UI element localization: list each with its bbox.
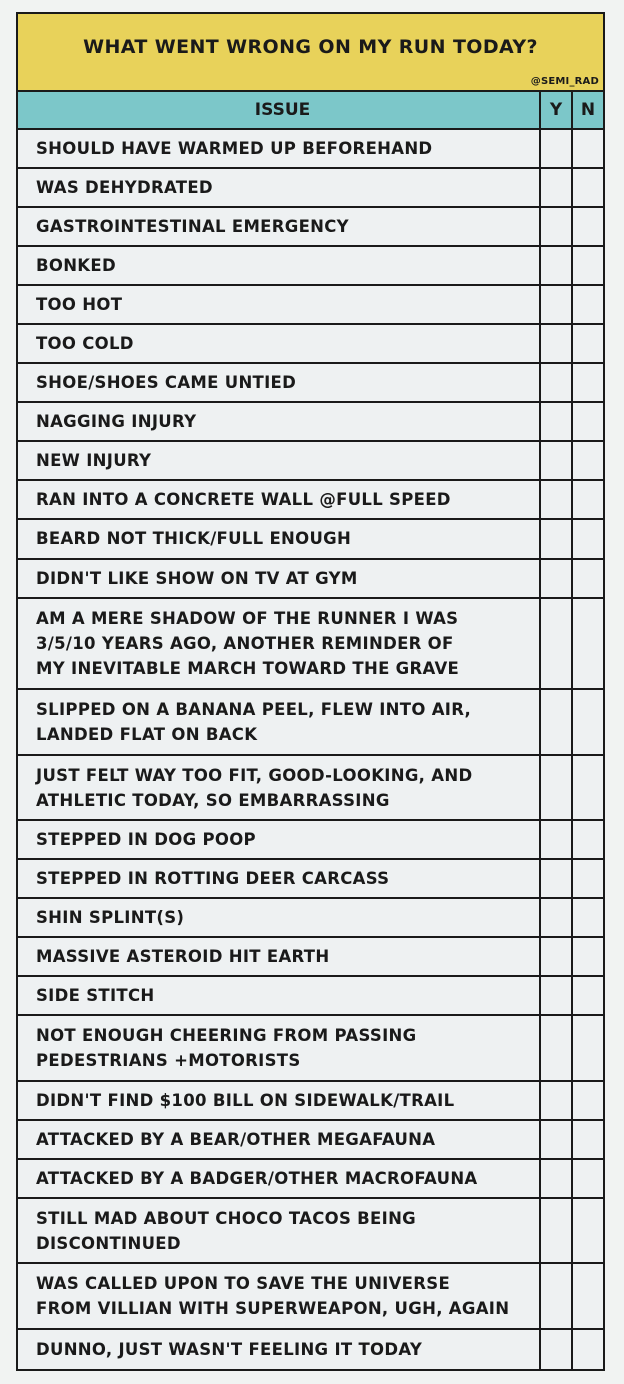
issue-text-line: STEPPED IN DOG POOP <box>36 830 256 850</box>
yes-checkbox[interactable] <box>539 520 571 557</box>
table-row <box>18 821 603 860</box>
issue-cell <box>18 938 539 975</box>
issue-cell <box>18 286 539 323</box>
yes-checkbox[interactable] <box>539 481 571 518</box>
table-row <box>18 364 603 403</box>
table-row <box>18 899 603 938</box>
table-row <box>18 1082 603 1121</box>
issue-text-line: NAGGING INJURY <box>36 412 197 432</box>
issue-cell <box>18 442 539 479</box>
issue-text-line: STILL MAD ABOUT CHOCO TACOS BEING <box>36 1208 417 1228</box>
issue-list <box>18 130 603 1369</box>
issue-column-header <box>18 92 539 128</box>
table-header <box>18 92 603 130</box>
no-checkbox[interactable] <box>571 756 603 819</box>
yes-checkbox[interactable] <box>539 1199 571 1262</box>
no-checkbox[interactable] <box>571 690 603 753</box>
issue-cell <box>18 481 539 518</box>
table-row <box>18 977 603 1016</box>
no-checkbox[interactable] <box>571 860 603 897</box>
issue-text-line: WAS DEHYDRATED <box>36 178 213 198</box>
table-row <box>18 325 603 364</box>
issue-text-line: DISCONTINUED <box>36 1233 181 1253</box>
yes-checkbox[interactable] <box>539 169 571 206</box>
table-row <box>18 247 603 286</box>
table-row <box>18 560 603 599</box>
table-row <box>18 1160 603 1199</box>
issue-cell <box>18 860 539 897</box>
yes-checkbox[interactable] <box>539 1121 571 1158</box>
no-checkbox[interactable] <box>571 1330 603 1369</box>
yes-checkbox[interactable] <box>539 690 571 753</box>
issue-header-label: ISSUE <box>254 100 311 120</box>
yes-checkbox[interactable] <box>539 821 571 858</box>
no-checkbox[interactable] <box>571 560 603 597</box>
no-column-header: N <box>571 92 603 128</box>
no-checkbox[interactable] <box>571 286 603 323</box>
yes-checkbox[interactable] <box>539 325 571 362</box>
no-checkbox[interactable] <box>571 130 603 167</box>
issue-text-line: PEDESTRIANS +MOTORISTS <box>36 1051 301 1071</box>
issue-text-line: BONKED <box>36 256 116 276</box>
table-row <box>18 1016 603 1081</box>
author-credit: @SEMI_RAD <box>530 76 599 87</box>
issue-text-line: DIDN'T LIKE SHOW ON TV AT GYM <box>36 568 358 588</box>
yes-checkbox[interactable] <box>539 208 571 245</box>
no-checkbox[interactable] <box>571 1199 603 1262</box>
table-row <box>18 860 603 899</box>
no-checkbox[interactable] <box>571 520 603 557</box>
issue-text-line: NOT ENOUGH CHEERING FROM PASSING <box>36 1026 417 1046</box>
issue-cell <box>18 1264 539 1327</box>
issue-cell <box>18 1016 539 1079</box>
table-row <box>18 1121 603 1160</box>
issue-text-line: MY INEVITABLE MARCH TOWARD THE GRAVE <box>36 658 460 678</box>
table-row <box>18 169 603 208</box>
yes-checkbox[interactable] <box>539 560 571 597</box>
table-row <box>18 756 603 821</box>
table-row <box>18 1330 603 1369</box>
issue-text-line: BEARD NOT THICK/FULL ENOUGH <box>36 529 352 549</box>
no-checkbox[interactable] <box>571 1121 603 1158</box>
yes-checkbox[interactable] <box>539 599 571 689</box>
issue-text-line: JUST FELT WAY TOO FIT, GOOD-LOOKING, AND <box>36 765 473 785</box>
issue-text-line: SIDE STITCH <box>36 986 155 1006</box>
issue-cell <box>18 364 539 401</box>
table-row <box>18 599 603 691</box>
no-checkbox[interactable] <box>571 247 603 284</box>
no-checkbox[interactable] <box>571 364 603 401</box>
issue-cell <box>18 169 539 206</box>
no-checkbox[interactable] <box>571 442 603 479</box>
issue-cell <box>18 1082 539 1119</box>
table-row <box>18 130 603 169</box>
issue-cell <box>18 756 539 819</box>
issue-cell <box>18 208 539 245</box>
issue-text-line: ATHLETIC TODAY, SO EMBARRASSING <box>36 790 390 810</box>
issue-text-line: TOO COLD <box>36 334 134 354</box>
no-checkbox[interactable] <box>571 325 603 362</box>
yes-checkbox[interactable] <box>539 860 571 897</box>
issue-cell <box>18 1160 539 1197</box>
title-band <box>18 14 603 92</box>
issue-cell <box>18 247 539 284</box>
table-row <box>18 403 603 442</box>
issue-text-line: DUNNO, JUST WASN'T FEELING IT TODAY <box>36 1339 423 1359</box>
issue-cell <box>18 130 539 167</box>
issue-cell <box>18 899 539 936</box>
no-checkbox[interactable] <box>571 1082 603 1119</box>
table-row <box>18 208 603 247</box>
yes-checkbox[interactable] <box>539 442 571 479</box>
issue-text-line: GASTROINTESTINAL EMERGENCY <box>36 217 349 237</box>
issue-cell <box>18 325 539 362</box>
issue-text-line: ATTACKED BY A BADGER/OTHER MACROFAUNA <box>36 1168 478 1188</box>
issue-cell <box>18 403 539 440</box>
no-checkbox[interactable] <box>571 899 603 936</box>
issue-cell <box>18 1330 539 1369</box>
yes-column-header: Y <box>539 92 571 128</box>
issue-text-line: NEW INJURY <box>36 451 152 471</box>
issue-text-line: AM A MERE SHADOW OF THE RUNNER I WAS <box>36 608 459 628</box>
issue-cell <box>18 1199 539 1262</box>
yes-checkbox[interactable] <box>539 977 571 1014</box>
issue-text-line: SHOULD HAVE WARMED UP BEFOREHAND <box>36 139 433 159</box>
yes-checkbox[interactable] <box>539 756 571 819</box>
issue-cell <box>18 560 539 597</box>
yes-checkbox[interactable] <box>539 247 571 284</box>
no-checkbox[interactable] <box>571 821 603 858</box>
issue-text-line: FROM VILLIAN WITH SUPERWEAPON, UGH, AGAIN <box>36 1299 510 1319</box>
no-checkbox[interactable] <box>571 1264 603 1327</box>
no-checkbox[interactable] <box>571 169 603 206</box>
no-checkbox[interactable] <box>571 208 603 245</box>
table-row <box>18 520 603 559</box>
no-checkbox[interactable] <box>571 1016 603 1079</box>
page-title: WHAT WENT WRONG ON MY RUN TODAY? <box>83 36 538 58</box>
issue-cell <box>18 1121 539 1158</box>
issue-cell <box>18 977 539 1014</box>
yes-checkbox[interactable] <box>539 1016 571 1079</box>
yes-checkbox[interactable] <box>539 1082 571 1119</box>
issue-text-line: ATTACKED BY A BEAR/OTHER MEGAFAUNA <box>36 1129 436 1149</box>
table-row <box>18 442 603 481</box>
no-checkbox[interactable] <box>571 1160 603 1197</box>
no-checkbox[interactable] <box>571 599 603 689</box>
no-checkbox[interactable] <box>571 977 603 1014</box>
issue-text-line: STEPPED IN ROTTING DEER CARCASS <box>36 869 390 889</box>
checklist-sheet <box>16 12 605 1371</box>
issue-text-line: LANDED FLAT ON BACK <box>36 725 258 745</box>
issue-cell <box>18 599 539 689</box>
yes-checkbox[interactable] <box>539 1330 571 1369</box>
no-checkbox[interactable] <box>571 481 603 518</box>
issue-text-line: SHOE/SHOES CAME UNTIED <box>36 373 297 393</box>
table-row <box>18 690 603 755</box>
issue-text-line: RAN INTO A CONCRETE WALL @FULL SPEED <box>36 490 451 510</box>
yes-checkbox[interactable] <box>539 899 571 936</box>
yes-checkbox[interactable] <box>539 130 571 167</box>
yes-checkbox[interactable] <box>539 403 571 440</box>
yes-checkbox[interactable] <box>539 938 571 975</box>
issue-text-line: SLIPPED ON A BANANA PEEL, FLEW INTO AIR, <box>36 700 472 720</box>
yes-checkbox[interactable] <box>539 1160 571 1197</box>
issue-text-line: SHIN SPLINT(S) <box>36 908 185 928</box>
no-checkbox[interactable] <box>571 938 603 975</box>
issue-cell <box>18 821 539 858</box>
yes-checkbox[interactable] <box>539 364 571 401</box>
table-row <box>18 481 603 520</box>
issue-text-line: DIDN'T FIND $100 BILL ON SIDEWALK/TRAIL <box>36 1090 455 1110</box>
issue-cell <box>18 690 539 753</box>
yes-checkbox[interactable] <box>539 286 571 323</box>
table-row <box>18 1199 603 1264</box>
table-row <box>18 938 603 977</box>
issue-cell <box>18 520 539 557</box>
issue-text-line: MASSIVE ASTEROID HIT EARTH <box>36 947 330 967</box>
issue-text-line: WAS CALLED UPON TO SAVE THE UNIVERSE <box>36 1274 451 1294</box>
issue-text-line: 3/5/10 YEARS AGO, ANOTHER REMINDER OF <box>36 633 454 653</box>
yes-checkbox[interactable] <box>539 1264 571 1327</box>
table-row <box>18 286 603 325</box>
table-row <box>18 1264 603 1329</box>
no-checkbox[interactable] <box>571 403 603 440</box>
issue-text-line: TOO HOT <box>36 295 123 315</box>
